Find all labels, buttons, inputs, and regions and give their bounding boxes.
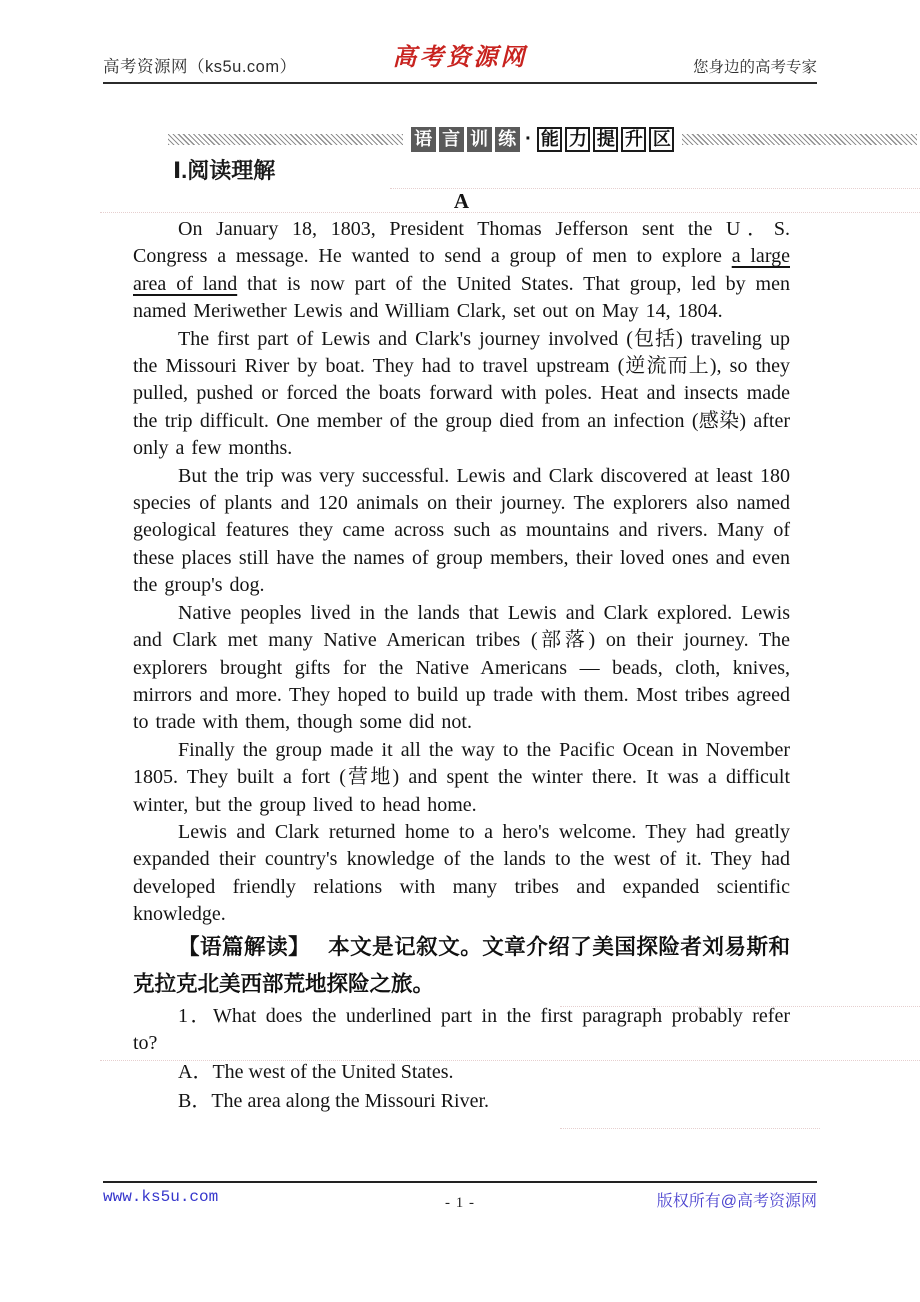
banner-char-box: 力 <box>565 127 590 152</box>
header-slogan: 您身边的高考专家 <box>692 59 817 76</box>
question-1 <box>133 1003 790 1058</box>
banner-char-box: 训 <box>467 127 492 152</box>
banner-char-box: 区 <box>649 127 674 152</box>
banner-separator-dot: · <box>525 127 532 150</box>
banner-char-box: 语 <box>411 127 436 152</box>
section-heading: Ⅰ.阅读理解 <box>173 158 276 183</box>
passage-analysis <box>133 929 790 1003</box>
page-header <box>103 0 817 84</box>
analysis-label: 【语篇解读】 <box>178 934 311 959</box>
passage-paragraph: But the trip was very successful. Lewis and Clark discovered at least 180 species of plants and 120 animals on their journey. The explorers also named geological features they came across such as mountains and rivers. Many of these places still have the names of group members, their loved ones and even the group's dog. <box>133 464 790 597</box>
option-text: The west of the United States. <box>212 1060 454 1083</box>
passage-paragraph: Native peoples lived in the lands that Lewis and Clark explored. Lewis and Clark met many Native American tribes (部落) on their journey. The explorers brought gifts for the Native Americans — beads, cloth, knives, mirrors and more. They hoped to build up trade with them. Most tribes agreed to trade with them, though some did not. <box>133 601 790 734</box>
footer-copyright: 版权所有@高考资源网 <box>656 1193 817 1210</box>
page-number: - 1 - <box>445 1195 475 1211</box>
footer-site-url: www.ks5u.com <box>103 1188 219 1206</box>
option-text: The area along the Missouri River. <box>211 1089 490 1112</box>
scan-artifact-line <box>100 212 920 213</box>
passage-paragraph: The first part of Lewis and Clark's journey involved (包括) traveling up the Missouri River by boat. They had to travel upstream (逆流而上), so they pulled, pushed or forced the boats forward with poles. Heat and insects made the trip difficult. One member of the group died from an infection (感染) after only a few months. <box>133 327 790 460</box>
passage-label: A <box>453 189 470 213</box>
scan-artifact-line <box>100 1060 920 1061</box>
question-1-option-b <box>133 1087 790 1116</box>
banner-char-box: 提 <box>593 127 618 152</box>
analysis-text: 本文是记叙文。文章介绍了美国探险者刘易斯和克拉克北美西部荒地探险之旅。 <box>133 934 790 996</box>
site-logo: 高考资源网 <box>392 44 528 71</box>
question-1-option-a <box>133 1058 790 1087</box>
paragraph-text: that is now part of the United States. That group, led by men named Meriwether Lewis and William Clark, set out on May 14, 1804. <box>133 272 790 323</box>
section-banner <box>168 124 917 154</box>
option-label: B． <box>178 1089 212 1112</box>
paragraph-text: On January 18, 1803, President Thomas Jefferson sent the U．S. Congress a message. He wanted to send a group of men to explore <box>133 218 790 268</box>
banner-char-box: 能 <box>537 127 562 152</box>
header-site-name: 高考资源网（ks5u.com） <box>103 58 297 76</box>
hatch-stripe-right <box>682 134 917 145</box>
passage-paragraph: Finally the group made it all the way to the Pacific Ocean in November 1805. They built a fort (营地) and spent the winter there. It was a difficult winter, but the group lived to head home. <box>133 738 790 816</box>
banner-char-box: 升 <box>621 127 646 152</box>
passage-paragraph <box>133 216 790 326</box>
banner-char-box: 言 <box>439 127 464 152</box>
main-content <box>133 156 790 1116</box>
scan-artifact-line <box>560 1006 920 1007</box>
scan-artifact-line <box>390 188 920 189</box>
passage-paragraph: Lewis and Clark returned home to a hero's welcome. They had greatly expanded their country's knowledge of the lands to the west of it. They had developed friendly relations with many tribes and expanded scientific knowledge. <box>133 820 790 926</box>
question-number: 1． <box>178 1004 213 1027</box>
question-text: What does the underlined part in the first paragraph probably refer to? <box>133 1004 790 1055</box>
underlined-phrase: a large area of land <box>133 245 790 295</box>
banner-char-box: 练 <box>495 127 520 152</box>
page-footer <box>103 1181 817 1211</box>
hatch-stripe-left <box>168 134 403 145</box>
option-label: A． <box>178 1060 213 1083</box>
scan-artifact-line <box>560 1128 820 1129</box>
